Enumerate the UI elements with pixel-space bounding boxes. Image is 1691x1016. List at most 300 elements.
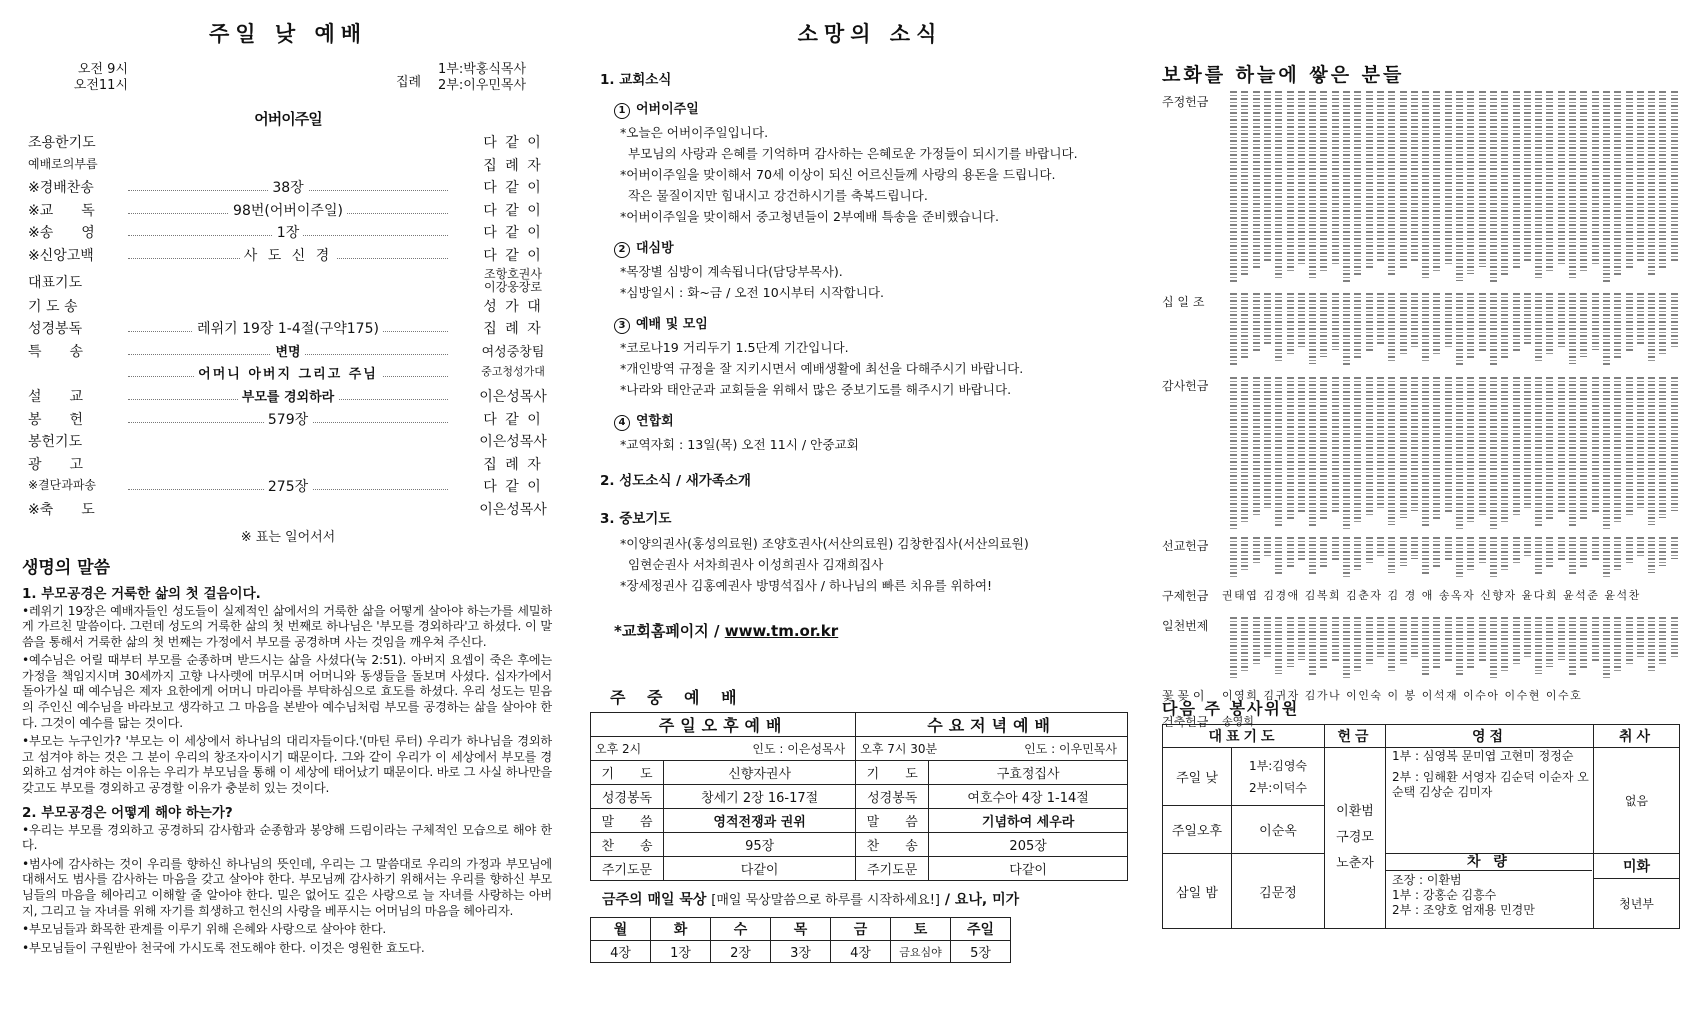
- day-label: 금: [831, 918, 891, 941]
- name-list-strip: [1253, 293, 1260, 353]
- sermon-paragraph: •범사에 감사하는 것이 우리를 향하신 하나님의 뜻인데, 우리는 그 말씀대로 우리의 가정과 부모님에 대해서도 범사를 감사하는 마음을 갖고 살아야 한다. 부모님께 감사하기 위해서는 우리를 향하신 부모님들의 마음을 헤아리고 이해할 줄 알아야 한다. 밀은 없어도 깊은 사랑으로 늘 자녀를 사랑하는 아버지, 그리고 늘 자녀를 위해 자기를 희생하고 헌신의 사랑을 베푸시는 어머님의 마음을 헤아리자.: [22, 856, 552, 918]
- name-list-strip: [1490, 91, 1497, 283]
- order-dots: [128, 177, 448, 197]
- name-list-strip: [1287, 377, 1294, 519]
- order-label: 기 도 송: [28, 298, 78, 315]
- car-line: 1부 : 강홍순 김흥수: [1392, 888, 1497, 902]
- name-list-strip: [1309, 293, 1316, 364]
- name-list-strip: [1648, 617, 1655, 673]
- order-leader: 다 같 이: [483, 225, 543, 242]
- name-list-strip: [1400, 537, 1407, 566]
- order-row: [18, 318, 558, 341]
- building-names: 송영희: [1222, 715, 1254, 728]
- name-list-strip: [1467, 377, 1474, 522]
- sermon-section: [18, 553, 558, 957]
- order-row: [18, 386, 558, 409]
- sermon-title: 생명의 말씀: [22, 557, 111, 578]
- name-list-strip: [1513, 617, 1520, 665]
- meditation-books: / 요나, 미가: [944, 892, 1020, 908]
- volunteer-header-row: [1163, 725, 1680, 748]
- order-leader: 집 례 자: [483, 157, 543, 174]
- sermon-paragraph: •우리는 부모를 경외하고 공경하되 감사함과 순종함과 봉양해 드림이라는 구체적인 모습으로 해야 한다.: [22, 822, 552, 853]
- name-list-strip: [1230, 91, 1237, 283]
- order-dots: [128, 386, 448, 405]
- name-list-strip: [1648, 537, 1655, 573]
- name-list-strip: [1558, 617, 1565, 660]
- order-label: ※송 영: [28, 225, 95, 242]
- name-list-strip: [1603, 537, 1610, 578]
- name-list-strip: [1467, 293, 1474, 358]
- news-item: [590, 98, 1150, 227]
- name-list-strip: [1456, 293, 1463, 365]
- order-row: [18, 177, 558, 200]
- news-item-title: 연합회: [636, 414, 674, 429]
- name-list-strip: [1580, 293, 1587, 357]
- name-list-strip: [1411, 377, 1418, 511]
- name-list-strip: [1524, 91, 1531, 262]
- name-list-strip: [1569, 537, 1576, 576]
- name-list-strip: [1546, 91, 1553, 271]
- name-list-strip: [1558, 293, 1565, 348]
- news-line: *어버이주일을 맞이해서 70세 이상이 되신 어르신들께 사랑의 용돈을 드립니다.: [620, 167, 1056, 182]
- cooking-volunteer: 없음: [1594, 748, 1680, 854]
- name-list-strip: [1479, 293, 1486, 351]
- name-list-strip: [1433, 293, 1440, 356]
- name-list-strip: [1377, 537, 1384, 557]
- name-list-strip: [1433, 377, 1440, 520]
- table-row: [591, 761, 1128, 785]
- name-list-strip: [1524, 617, 1531, 658]
- middle-column: [590, 0, 1150, 963]
- table-cell: 영적전쟁과 권위: [664, 809, 856, 833]
- name-list-strip: [1546, 617, 1553, 667]
- name-list-strip: [1659, 537, 1666, 566]
- sermon-paragraph: •부모는 누구인가? '부모는 이 세상에서 하나님의 대리자들이다.'(마틴 루터) 우리가 하나님을 경외하고 섬겨야 하는 것은 그 분이 우리의 창조자이시기 때문이다. 그와 같이 우리가 이 세상에서 부모를 경외하고 섬겨야 하는 이유는 우리가 부모님을 통해 이 세상에 태어났기 때문이다. 바로 그 사실 하나만을 갖고도 부모를 경외하고 공경할 이유가 충분히 있는 것이다.: [22, 734, 552, 796]
- order-leader: 다 같 이: [483, 411, 543, 428]
- name-list-strip: [1603, 293, 1610, 366]
- name-list-strip: [1287, 91, 1294, 271]
- offering-list: [1160, 87, 1680, 757]
- daily-meditation-line: [602, 889, 1150, 909]
- name-list-strip: [1422, 91, 1429, 279]
- name-list-strip: [1592, 91, 1599, 266]
- name-list-strip: [1320, 537, 1327, 569]
- table-cell: 구효정집사: [929, 761, 1128, 785]
- name-list-strip: [1241, 377, 1248, 524]
- news-line: *개인방역 규정을 잘 지키시면서 예배생활에 최선을 다해주시기 바랍니다.: [620, 361, 1024, 376]
- name-list-strip: [1626, 377, 1633, 516]
- name-list-strip: [1411, 617, 1418, 659]
- news-item-heading: [614, 313, 1150, 334]
- name-list-strip: [1603, 91, 1610, 282]
- news-item-heading: [614, 98, 1150, 119]
- order-row: [18, 132, 558, 155]
- beauty-volunteer: 청년부: [1619, 897, 1654, 911]
- order-leader: 성 가 대: [483, 298, 543, 315]
- jipre-pastors: [438, 62, 526, 94]
- name-list-strip: [1501, 377, 1508, 524]
- flower-names: 이영희 김귀자 김가나 이인숙 이 봉 이석재 이수아 이수현 이수호: [1222, 689, 1583, 702]
- offering-volunteers: [1325, 748, 1386, 929]
- name-list-strip: [1253, 617, 1260, 665]
- afternoon-leader: 인도 : 이은성목사: [752, 742, 846, 756]
- name-list-strip: [1614, 537, 1621, 571]
- name-list-strip: [1456, 537, 1463, 577]
- order-leader: 여성중창팀: [481, 344, 545, 360]
- name-list-strip: [1648, 377, 1655, 525]
- news-line: *나라와 태안군과 교회들을 위해서 많은 중보기도를 해주시기 바랍니다.: [620, 382, 1012, 397]
- name-list-strip: [1580, 617, 1587, 669]
- name-list-strip: [1445, 537, 1452, 561]
- header-greeting: 영접: [1386, 725, 1594, 748]
- order-label: 봉헌기도: [28, 434, 83, 451]
- name-list-strip: [1501, 91, 1508, 276]
- member-news-heading: 2. 성도소식 / 새가족소개: [600, 473, 751, 489]
- name-list-strip: [1490, 617, 1497, 679]
- name-list-strip: [1445, 91, 1452, 265]
- order-item: 275장: [264, 479, 312, 495]
- volunteer-label: 주일오후: [1163, 806, 1232, 854]
- name-list-strip: [1659, 617, 1666, 666]
- name-list-strip: [1626, 91, 1633, 268]
- name-list-strip: [1343, 537, 1350, 578]
- name-list-strip: [1535, 91, 1542, 278]
- sermon-paragraph: •예수님은 어릴 때부터 부모를 순종하며 받드시는 삶을 사셨다(눅 2:51). 아버지 요셉이 죽은 후에는 가정을 책임지시며 30세까지 고향 나사렛에 머무시며 어머니와 동생들을 돌보며 사셨다. 십자가에서 돌아가실 때 예수님은 제자 요한에게 어머니 마리아를 부탁하심으로 효도를 하셨다. 우리 성도는 믿음의 주인신 예수님을 바라보고 생각하고 그 마음을 본받아 예수님처럼 부모를 공경하는 삶을 살아야 한다. 그것이 예수를 닮는 것이다.: [22, 653, 552, 730]
- sermon-heading-2: 2. 부모공경은 어떻게 해야 하는가?: [22, 804, 233, 821]
- name-list-strip: [1422, 617, 1429, 675]
- name-list-strip: [1479, 377, 1486, 515]
- name-list-strip: [1513, 537, 1520, 565]
- news-title: 소망의 소식: [797, 22, 943, 46]
- order-row: [18, 155, 558, 178]
- intercession-heading: 3. 중보기도: [600, 511, 672, 527]
- day-chapter: 4장: [831, 941, 891, 963]
- name-list-strip: [1433, 617, 1440, 668]
- name-list-strip: [1354, 377, 1361, 523]
- name-list-strip: [1377, 293, 1384, 345]
- order-label: 특 송: [28, 343, 84, 360]
- name-list-strip: [1320, 377, 1327, 521]
- name-list-strip: [1558, 537, 1565, 560]
- order-dots: [128, 476, 448, 496]
- order-item: 부모를 경외하라: [238, 390, 338, 405]
- name-list-strip: [1366, 617, 1373, 664]
- offering-category: 선교헌금: [1162, 539, 1209, 553]
- offering-category: 건축헌금: [1162, 715, 1209, 729]
- day-chapter: 3장: [771, 941, 831, 963]
- name-list-strip: [1377, 617, 1384, 657]
- name-list-strip: [1230, 617, 1237, 679]
- name-list-strip: [1287, 617, 1294, 667]
- name-list-strip: [1253, 377, 1260, 517]
- name-list-strip: [1456, 377, 1463, 529]
- name-list-strip: [1320, 293, 1327, 357]
- name-list-strip: [1626, 617, 1633, 664]
- day-label: 화: [651, 918, 711, 941]
- sermon-heading-1: 1. 부모공경은 거룩한 삶의 첫 걸음이다.: [22, 585, 261, 602]
- order-row: [18, 245, 558, 268]
- name-list-strip: [1400, 293, 1407, 354]
- name-list-strip: [1659, 293, 1666, 354]
- name-list-strip: [1614, 293, 1621, 359]
- name-list-strip: [1287, 293, 1294, 355]
- name-list-strip: [1422, 377, 1429, 527]
- homepage-link[interactable]: www.tm.or.kr: [724, 622, 839, 640]
- time-2: 오전11시: [73, 78, 128, 93]
- name-list-strip: [1603, 377, 1610, 530]
- news-item: [590, 237, 1150, 303]
- day-chapter: 4장: [591, 941, 651, 963]
- name-list-strip: [1637, 293, 1644, 345]
- table-cell: 기념하여 세우라: [929, 809, 1128, 833]
- offering-category: 일천번제: [1162, 619, 1209, 633]
- table-cell: 205장: [929, 833, 1128, 857]
- volunteer-row: [1163, 748, 1680, 806]
- order-row: [18, 200, 558, 223]
- days-chapter-row: [591, 941, 1011, 963]
- prayer-line: *이양의권사(홍성의료원) 조양호권사(서산의료원) 김창한집사(서산의료원): [620, 536, 1029, 551]
- name-list-strip: [1422, 537, 1429, 575]
- name-list-strip: [1467, 91, 1474, 274]
- circled-number-icon: 3: [614, 318, 630, 334]
- name-list-strip: [1524, 293, 1531, 346]
- order-leader: 이은성목사: [479, 501, 547, 518]
- order-dots: [128, 200, 448, 219]
- order-row: [18, 476, 558, 499]
- order-row: [18, 431, 558, 454]
- weekday-services-title: 주 중 예 배: [610, 688, 745, 707]
- name-list-strip: [1241, 293, 1248, 360]
- order-item: 579장: [264, 412, 312, 428]
- order-item: 어머니 아버지 그리고 주님: [194, 367, 382, 382]
- name-list-strip: [1400, 377, 1407, 518]
- news-item-heading: [614, 410, 1150, 431]
- name-list-strip: [1569, 617, 1576, 676]
- order-row: [18, 268, 558, 296]
- name-list-strip: [1490, 377, 1497, 531]
- prayer-line: *장세정권사 김홍예권사 방명석집사 / 하나님의 빠른 치유를 위하여!: [620, 578, 993, 593]
- name-list-strip: [1433, 91, 1440, 272]
- offering-category: 주정헌금: [1162, 95, 1209, 109]
- order-row: [18, 499, 558, 522]
- stand-note: ※ 표는 일어서서: [240, 529, 336, 545]
- name-list-strip: [1275, 537, 1282, 574]
- name-list-strip: [1411, 91, 1418, 263]
- name-list-strip: [1354, 293, 1361, 359]
- name-list-strip: [1343, 377, 1350, 530]
- order-label: 예배로의부름: [28, 156, 98, 171]
- prayer-line: 임현순권사 서차희권사 이성희권사 김재희집사: [628, 557, 884, 572]
- table-header-row: [591, 713, 1128, 737]
- name-list-strip: [1467, 537, 1474, 570]
- right-column: [1160, 0, 1680, 757]
- wednesday-leader: 인도 : 이우민목사: [1024, 742, 1117, 756]
- name-list-strip: [1535, 617, 1542, 674]
- order-leader: 집 례 자: [483, 321, 543, 338]
- table-cell: 기 도: [856, 761, 929, 785]
- name-list-strip: [1343, 91, 1350, 282]
- table-cell: 다같이: [664, 857, 856, 881]
- volunteer-table: [1162, 724, 1680, 929]
- car-line: 조장 : 이환범: [1392, 873, 1462, 887]
- name-list-strip: [1264, 377, 1271, 510]
- order-label: ※축 도: [28, 501, 95, 518]
- name-list-strip: [1264, 91, 1271, 262]
- name-list-strip: [1230, 377, 1237, 531]
- relief-names: 권태엽 김경애 김복희 김춘자 김 경 애 송옥자 신향자 윤다희 윤석준 윤석찬: [1222, 589, 1641, 602]
- order-of-service: [18, 132, 558, 522]
- table-cell: 말 씀: [591, 809, 664, 833]
- name-list-strip: [1535, 377, 1542, 526]
- pastor-2: 2부:이우민목사: [438, 78, 526, 93]
- name-list-strip: [1411, 293, 1418, 347]
- offering-category: 꽃 꽂 이: [1162, 689, 1205, 703]
- order-label: 설 교: [28, 388, 84, 405]
- day-prayer-1: 1부:김영숙: [1248, 758, 1308, 773]
- greeting-line: 2부 : 임해환 서영자 김순덕 이순자 오순택 김상순 김미자: [1392, 770, 1589, 799]
- name-list-strip: [1659, 377, 1666, 518]
- table-cell: 여호수아 4장 1-14절: [929, 785, 1128, 809]
- name-list-strip: [1637, 91, 1644, 261]
- name-list-strip: [1592, 617, 1599, 662]
- order-label: 광 고: [28, 456, 84, 473]
- name-list-strip: [1614, 91, 1621, 275]
- circled-number-icon: 2: [614, 242, 630, 258]
- order-leader: 다 같 이: [483, 180, 543, 197]
- name-list-strip: [1456, 617, 1463, 677]
- name-list-strip: [1366, 537, 1373, 564]
- car-line: 2부 : 조양호 엄재용 민경만: [1392, 903, 1535, 917]
- name-list-strip: [1569, 293, 1576, 364]
- news-line: 부모님의 사랑과 은혜를 기억하며 감사하는 은혜로운 가정들이 되시기를 바랍니다.: [628, 146, 1078, 161]
- day-label: 월: [591, 918, 651, 941]
- name-list-strip: [1535, 293, 1542, 362]
- table-row: [591, 857, 1128, 881]
- pastor-1: 1부:박홍식목사: [438, 62, 526, 77]
- name-list-strip: [1332, 617, 1339, 662]
- header-prayer: 대표기도: [1163, 725, 1325, 748]
- name-list-strip: [1343, 617, 1350, 678]
- name-list-strip: [1309, 377, 1316, 528]
- order-leader: 이은성목사: [479, 388, 547, 405]
- table-cell: 기 도: [591, 761, 664, 785]
- order-label: 봉 헌: [28, 411, 84, 428]
- name-list-strip: [1501, 537, 1508, 572]
- name-list-strip: [1388, 91, 1395, 277]
- name-list-strip: [1648, 293, 1655, 361]
- order-dots: [128, 363, 448, 383]
- name-list-strip: [1230, 293, 1237, 367]
- name-list-strip: [1513, 91, 1520, 269]
- name-list-strip: [1309, 617, 1316, 676]
- offering-category: 구제헌금: [1162, 589, 1209, 603]
- circled-number-icon: 1: [614, 103, 630, 119]
- offering-category: 감사헌금: [1162, 379, 1209, 393]
- order-item: 98번(어버이주일): [229, 203, 347, 219]
- table-row: [591, 737, 1128, 761]
- order-leader: 다 같 이: [483, 202, 543, 219]
- header-offering: 헌금: [1325, 725, 1386, 748]
- name-list-strip: [1354, 537, 1361, 571]
- circled-number-icon: 4: [614, 415, 630, 431]
- order-dots: [128, 222, 448, 242]
- name-list-strip: [1320, 91, 1327, 273]
- afternoon-prayer: 이순옥: [1232, 806, 1325, 854]
- order-label: ※교 독: [28, 202, 95, 219]
- table-cell: 말 씀: [856, 809, 929, 833]
- name-list-strip: [1241, 91, 1248, 276]
- name-list-strip: [1298, 377, 1305, 512]
- name-list-strip: [1241, 617, 1248, 672]
- wednesday-time: 오후 7시 30분: [860, 742, 938, 756]
- name-list-strip: [1309, 91, 1316, 280]
- name-list-strip: [1626, 293, 1633, 352]
- news-line: *교역자회 : 13일(목) 오전 11시 / 안중교회: [620, 437, 859, 452]
- name-list-strip: [1388, 537, 1395, 573]
- service-theme: 어버이주일: [254, 110, 322, 128]
- meditation-days-table: [590, 917, 1011, 963]
- next-week-volunteers-title: 다음 주 봉사위원: [1162, 699, 1300, 718]
- table-cell: 신향자권사: [664, 761, 856, 785]
- news-item: [590, 410, 1150, 455]
- name-list-strip: [1546, 377, 1553, 519]
- name-list-strip: [1422, 293, 1429, 363]
- order-leader: 다 같 이: [483, 135, 543, 151]
- order-leader: 이은성목사: [479, 434, 547, 451]
- day-prayer-cell: [1232, 748, 1325, 806]
- afternoon-time-cell: [591, 737, 856, 761]
- order-item: 레위기 19장 1-4절(구약175): [193, 321, 383, 337]
- name-list-strip: [1366, 293, 1373, 352]
- greeting-line: 1부 : 심영복 문미엽 고현미 정정순: [1392, 749, 1574, 763]
- news-item-title: 대심방: [636, 241, 674, 256]
- beauty-title: 미화: [1594, 854, 1679, 879]
- left-column: [18, 0, 558, 959]
- afternoon-time: 오후 2시: [595, 742, 642, 756]
- order-item: 1장: [273, 225, 303, 241]
- name-list-strip: [1580, 537, 1587, 569]
- day-label: 토: [891, 918, 951, 941]
- name-list-strip: [1366, 91, 1373, 268]
- volunteer-label: 삼일 밤: [1163, 854, 1232, 929]
- time-1: 오전 9시: [77, 62, 128, 77]
- name-list-strip: [1354, 617, 1361, 671]
- order-label: ※결단과파송: [28, 478, 97, 493]
- meditation-title: 금주의 매일 묵상: [602, 892, 707, 908]
- news-line: *어버이주일을 맞이해서 중고청년들이 2부예배 특송을 준비했습니다.: [620, 209, 999, 224]
- name-list-strip: [1513, 377, 1520, 517]
- offering-title: 보화를 하늘에 쌓은 분들: [1162, 64, 1405, 86]
- name-list-strip: [1479, 537, 1486, 563]
- news-line: 작은 물질이지만 힘내시고 강건하시기를 축복드립니다.: [628, 188, 928, 203]
- name-list-strip: [1298, 617, 1305, 660]
- offering-volunteer: 구경모: [1336, 830, 1374, 845]
- name-list-strip: [1648, 91, 1655, 277]
- order-leader: 중고청성가대: [481, 365, 545, 379]
- name-list-strip: [1298, 293, 1305, 348]
- sermon-paragraph: •레위기 19장은 예배자들인 성도들이 실제적인 삶에서의 거룩한 삶을 어떻게 살아야 하는가를 세밀하게 가르친 말씀이다. 그런데 성도의 거룩한 삶의 첫 번째로 하나님은 '부모를 경외하라'고 하셨다. 이 말씀을 통해서 거룩한 삶의 첫 번째는 가정에서 부모를 공경하며 사는 것임을 깨우쳐 주신다.: [22, 603, 552, 649]
- name-list-strip: [1354, 91, 1361, 275]
- order-row: [18, 222, 558, 245]
- order-row: [18, 409, 558, 432]
- table-row: [591, 833, 1128, 857]
- order-item: 사 도 신 경: [240, 248, 336, 264]
- name-list-strip: [1411, 537, 1418, 559]
- name-list-strip: [1479, 617, 1486, 663]
- name-list-strip: [1592, 377, 1599, 514]
- name-list-strip: [1445, 617, 1452, 661]
- name-list-strip: [1253, 91, 1260, 269]
